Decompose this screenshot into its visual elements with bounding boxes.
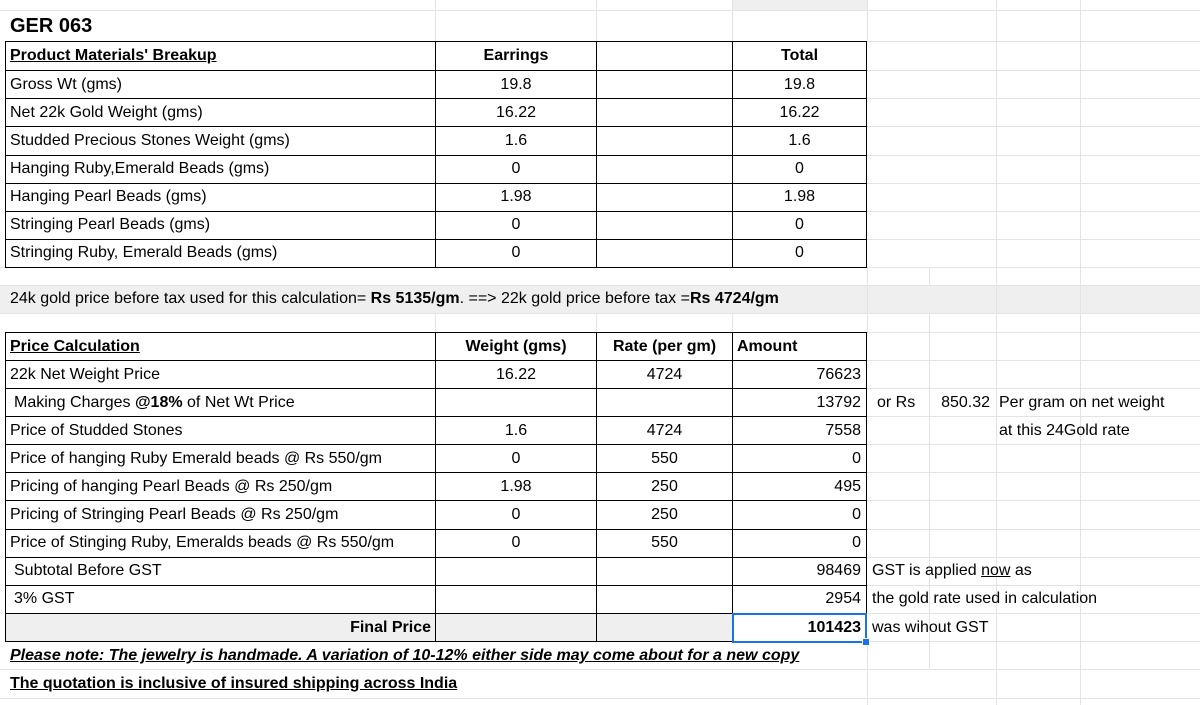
gold-note-price-22k: Rs 4724/gm (689, 290, 779, 307)
gst-note-pre: GST is applied (872, 562, 982, 579)
column-header-highlight (732, 0, 867, 10)
materials-row-earrings: 0 (511, 244, 521, 261)
making-charges-amount: 13792 (816, 394, 861, 411)
materials-row-label: Hanging Pearl Beads (gms) (10, 188, 207, 205)
price-row-rate: 250 (651, 506, 678, 523)
making-label-bold: @18% (134, 394, 183, 411)
gst-label: 3% GST (14, 590, 75, 607)
making-label-pre: Making Charges (14, 394, 135, 411)
materials-row-label: Net 22k Gold Weight (gms) (10, 104, 203, 121)
price-row-rate: 250 (651, 478, 678, 495)
gst-note-now: now (981, 562, 1011, 579)
selected-cell-outline (732, 613, 867, 643)
price-row-label: Price of Stinging Ruby, Emeralds beads @ Rs 550/gm (10, 534, 395, 551)
gst-note-line2: the gold rate used in calculation (872, 590, 1098, 607)
materials-row-total: 19.8 (783, 76, 816, 93)
materials-header-earrings: Earrings (483, 47, 549, 64)
gst-note-line1 (872, 557, 1192, 585)
subtotal-amount: 98469 (816, 562, 861, 579)
materials-row-total: 0 (795, 244, 804, 261)
materials-row-label: Hanging Ruby,Emerald Beads (gms) (10, 160, 270, 177)
shipping-note: The quotation is inclusive of insured shipping across India (10, 675, 458, 692)
final-price-label: Final Price (350, 619, 431, 636)
making-side-line2: at this 24Gold rate (999, 422, 1130, 439)
making-side-value: 850.32 (941, 394, 990, 411)
making-side-line1: Per gram on net weight (999, 394, 1165, 411)
price-row-amount: 0 (852, 534, 861, 551)
price-row-rate: 4724 (646, 366, 683, 383)
price-row-amount: 0 (852, 506, 861, 523)
gst-note-line3: was wihout GST (872, 619, 989, 636)
materials-row-label: Stringing Ruby, Emerald Beads (gms) (10, 244, 278, 261)
price-row-weight: 0 (511, 506, 521, 523)
price-header-weight: Weight (gms) (465, 338, 567, 355)
price-row-weight: 0 (511, 534, 521, 551)
making-label-post: of Net Wt Price (182, 394, 295, 411)
materials-row-earrings: 1.6 (504, 132, 528, 149)
price-row-weight: 1.6 (504, 422, 528, 439)
materials-row-total: 1.98 (783, 188, 816, 205)
materials-row-earrings: 19.8 (500, 76, 532, 93)
price-row-amount: 76623 (816, 366, 861, 383)
price-row-weight: 16.22 (495, 366, 537, 383)
making-side-or-rs: or Rs (877, 394, 916, 411)
subtotal-label: Subtotal Before GST (14, 562, 162, 579)
gst-note-post: as (1010, 562, 1032, 579)
price-row-label: Price of hanging Ruby Emerald beads @ Rs 550/gm (10, 450, 382, 467)
making-charges-label (14, 389, 430, 417)
price-header-label: Price Calculation (10, 338, 140, 355)
price-row-amount: 7558 (825, 422, 861, 439)
product-code: GER 063 (10, 15, 93, 37)
materials-row-earrings: 0 (511, 160, 521, 177)
price-row-amount: 0 (852, 450, 861, 467)
materials-row-total: 1.6 (788, 132, 811, 149)
materials-header-label: Product Materials' Breakup (10, 47, 217, 64)
price-row-rate: 4724 (646, 422, 683, 439)
materials-row-total: 16.22 (779, 104, 820, 121)
price-row-label: Price of Studded Stones (10, 422, 183, 439)
final-price-shade-2 (435, 614, 732, 642)
gold-note-price-24k: Rs 5135/gm (370, 290, 460, 307)
gst-amount: 2954 (825, 590, 861, 607)
materials-header-total: Total (780, 47, 819, 64)
final-price-amount[interactable]: 101423 (807, 619, 861, 636)
price-row-rate: 550 (651, 450, 678, 467)
price-row-amount: 495 (834, 478, 861, 495)
price-row-rate: 550 (651, 534, 678, 551)
materials-row-label: Studded Precious Stones Weight (gms) (10, 132, 290, 149)
materials-row-label: Stringing Pearl Beads (gms) (10, 216, 211, 233)
price-row-weight: 1.98 (500, 478, 532, 495)
handmade-note: Please note: The jewelry is handmade. A variation of 10-12% either side may come about for a new copy (10, 647, 800, 664)
price-row-label: Pricing of hanging Pearl Beads @ Rs 250/gm (10, 478, 333, 495)
price-row-weight: 0 (511, 450, 521, 467)
materials-row-earrings: 1.98 (500, 188, 532, 205)
gold-note-text-2: . ==> 22k gold price before tax = (459, 290, 690, 307)
materials-row-total: 0 (795, 160, 804, 177)
price-row-label: Pricing of Stringing Pearl Beads @ Rs 250/gm (10, 506, 339, 523)
materials-row-earrings: 16.22 (495, 104, 537, 121)
materials-row-label: Gross Wt (gms) (10, 76, 122, 93)
materials-row-total: 0 (795, 216, 804, 233)
gold-price-note (10, 285, 1010, 313)
gold-note-text-1: 24k gold price before tax used for this calculation= (10, 290, 371, 307)
price-header-amount: Amount (737, 338, 798, 355)
materials-row-earrings: 0 (511, 216, 521, 233)
price-row-label: 22k Net Weight Price (10, 366, 160, 383)
price-header-rate: Rate (per gm) (612, 338, 717, 355)
